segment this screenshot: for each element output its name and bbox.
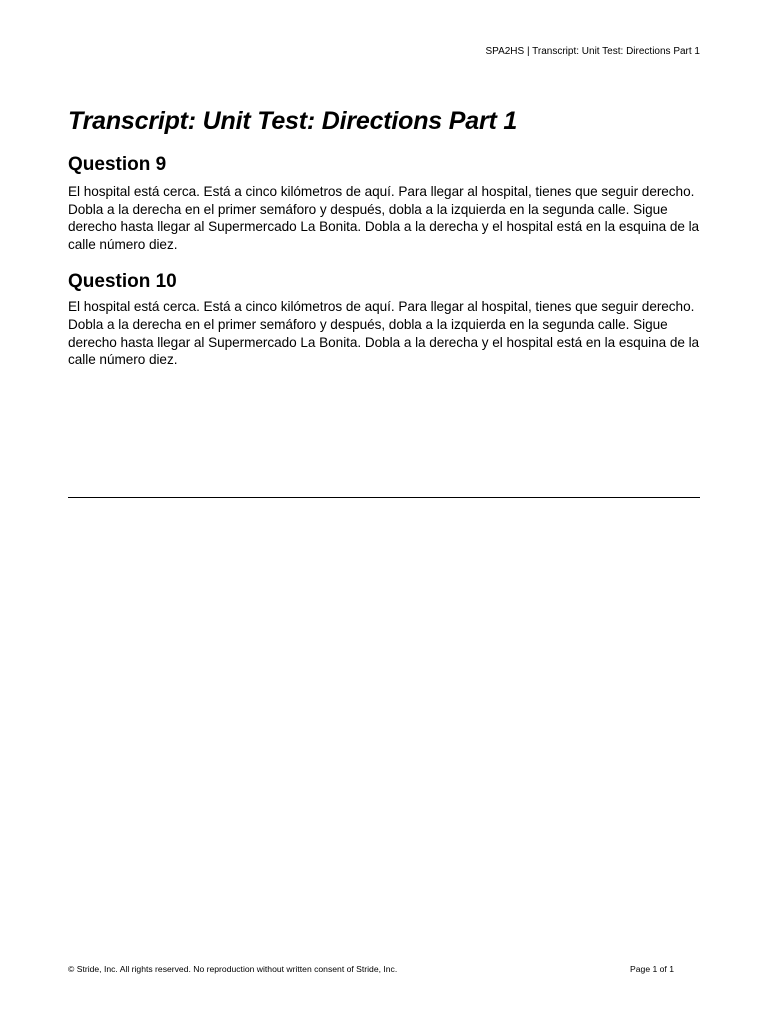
question-section xyxy=(68,270,708,368)
copyright-notice: © Stride, Inc. All rights reserved. No reproduction without written consent of Stride, Inc. xyxy=(68,964,398,974)
question-heading: Question 10 xyxy=(68,271,177,293)
page-title: Transcript: Unit Test: Directions Part 1 xyxy=(68,107,518,135)
document-content xyxy=(68,106,708,369)
question-section xyxy=(68,153,708,253)
page-number: Page 1 of 1 xyxy=(630,964,674,974)
question-transcript: El hospital está cerca. Está a cinco kilómetros de aquí. Para llegar al hospital, tienes que seguir derecho. Dobla a la derecha en el primer semáforo y después, dobla a la izquierda en la segunda calle. Sigue derecho hasta llegar al Supermercado La Bonita. Dobla a la derecha y el hospital está en la esquina de la calle número diez. xyxy=(68,299,700,368)
question-transcript: El hospital está cerca. Está a cinco kilómetros de aquí. Para llegar al hospital, tienes que seguir derecho. Dobla a la derecha en el primer semáforo y después, dobla a la izquierda en la segunda calle. Sigue derecho hasta llegar al Supermercado La Bonita. Dobla a la derecha y el hospital está en la esquina de la calle número diez. xyxy=(68,184,700,252)
question-heading: Question 9 xyxy=(68,154,167,175)
running-header: SPA2HS | Transcript: Unit Test: Directions Part 1 xyxy=(485,46,700,57)
horizontal-divider xyxy=(68,497,700,498)
